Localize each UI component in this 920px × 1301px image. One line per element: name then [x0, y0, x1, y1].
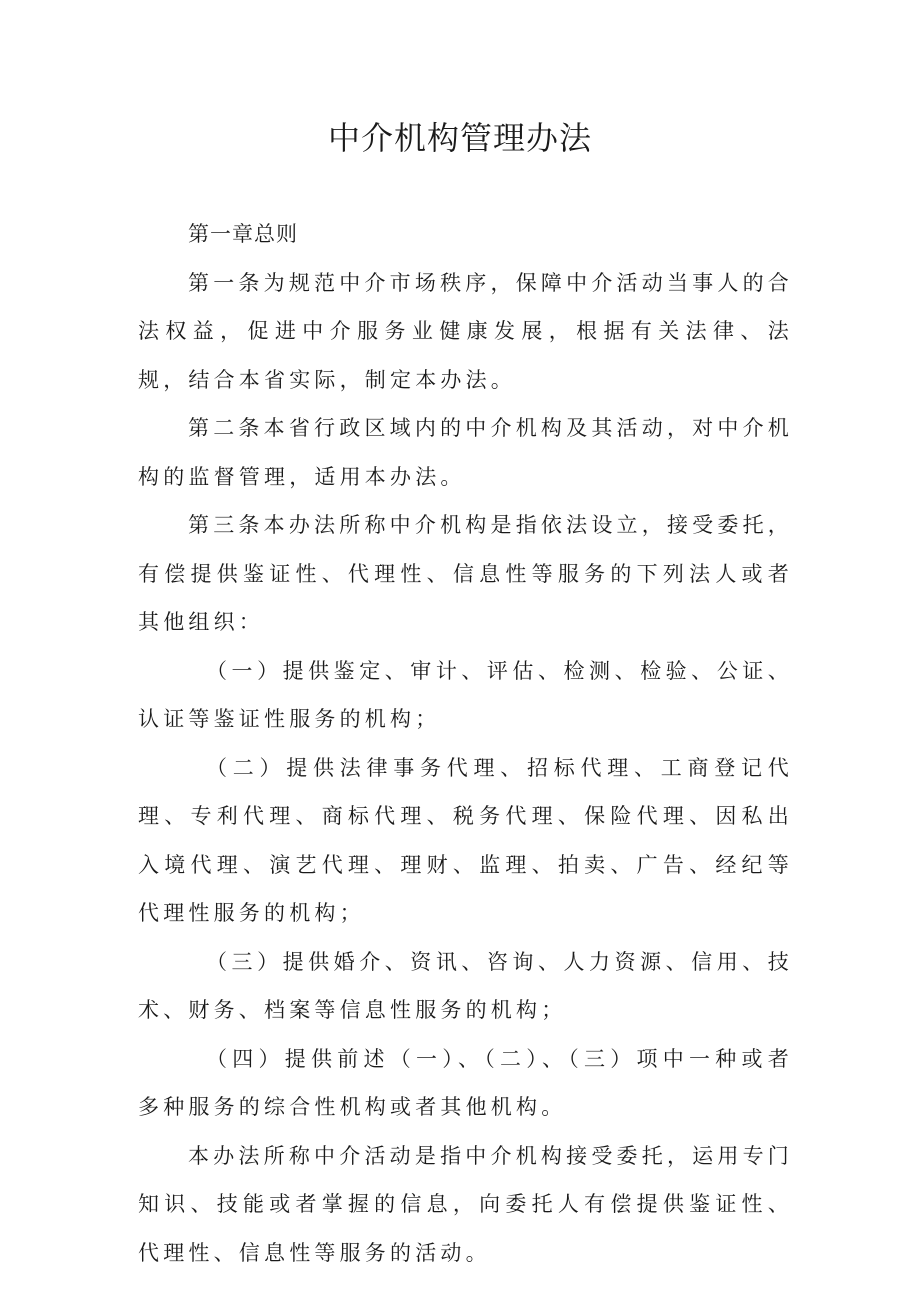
article-2: 第二条本省行政区域内的中介机构及其活动，对中介机构的监督管理，适用本办法。 [138, 416, 793, 489]
document-title: 中介机构管理办法 [327, 119, 592, 157]
article-3: 第三条本办法所称中介机构是指依法设立，接受委托，有偿提供鉴证性、代理性、信息性等服务的下列法人或者其他组织： [138, 513, 793, 634]
document-body [138, 210, 793, 1277]
article-3-item-4: （四）提供前述（一）、（二）、（三）项中一种或者多种服务的综合性机构或者其他机构。 [138, 1046, 793, 1119]
chapter-heading: 第一章总则 [188, 222, 298, 246]
article-3-item-2: （二）提供法律事务代理、招标代理、工商登记代理、专利代理、商标代理、税务代理、保险代理、因私出入境代理、演艺代理、理财、监理、拍卖、广告、经纪等代理性服务的机构； [138, 755, 793, 925]
article-3-item-1: （一）提供鉴定、审计、评估、检测、检验、公证、认证等鉴证性服务的机构； [138, 658, 793, 731]
article-3-item-3: （三）提供婚介、资讯、咨询、人力资源、信用、技术、财务、档案等信息性服务的机构； [138, 949, 793, 1022]
article-1: 第一条为规范中介市场秩序，保障中介活动当事人的合法权益，促进中介服务业健康发展，根据有关法律、法规，结合本省实际，制定本办法。 [138, 270, 793, 392]
intermediary-activity-definition: 本办法所称中介活动是指中介机构接受委托，运用专门知识、技能或者掌握的信息，向委托人有偿提供鉴证性、代理性、信息性等服务的活动。 [138, 1143, 793, 1265]
